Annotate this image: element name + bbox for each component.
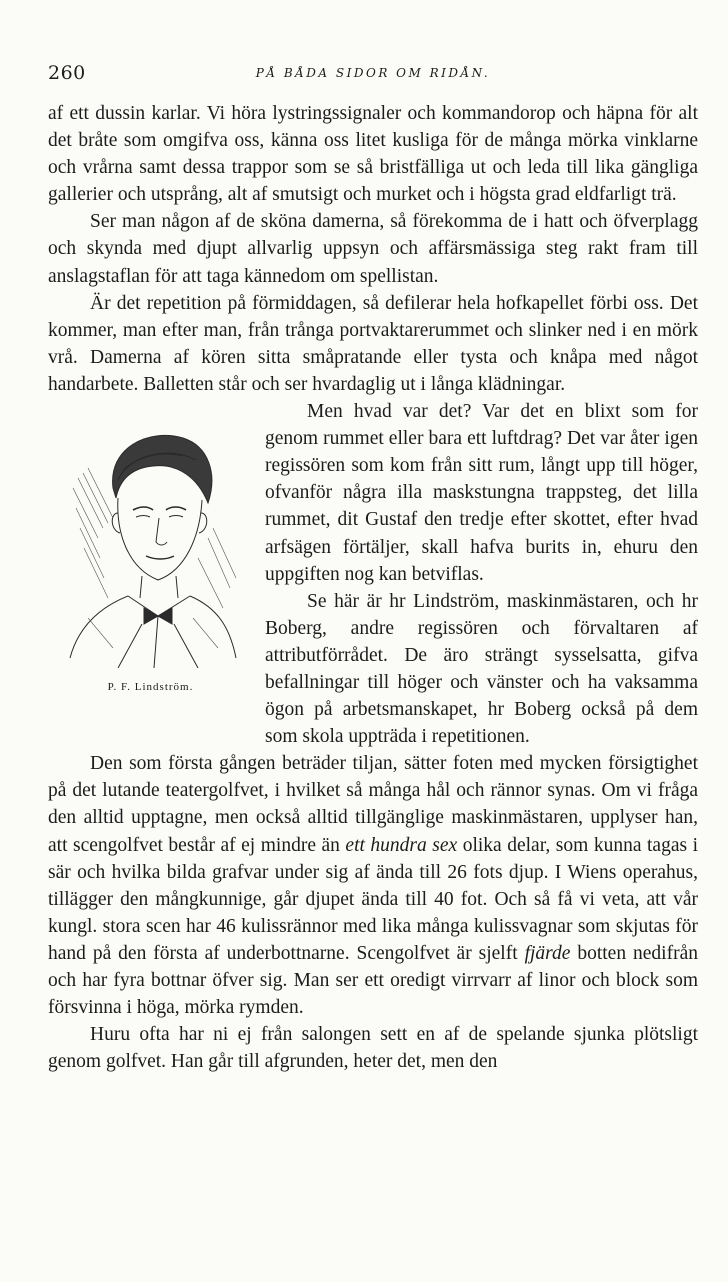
- emphasis-text: ett hundra sex: [345, 834, 458, 856]
- paragraph: af ett dussin karlar. Vi höra lystringssignaler och kommandorop och häpna för alt det bråte som omgifva oss, känna oss litet kusliga för de många mörka vinklarne och vrårna samt dessa trappor som se så bristfälliga ut och leda till lika gängliga gallerier och utsprång, alt af smutsigt och murket och i högsta grad eldfarligt trä.: [48, 103, 698, 206]
- running-head: PÅ BÅDA SIDOR OM RIDÅN.: [255, 66, 491, 80]
- paragraph: Ser man någon af de sköna damerna, så förekomma de i hatt och öfverplagg och skynda med djupt allvarlig uppsyn och affärsmässiga steg rakt fram till anslagstaflan för att taga kännedom om spellistan.: [48, 211, 698, 287]
- text-run: botten nedifrån och har fyra bottnar öfver sig. Man ser ett oredigt virrvarr af linor och block som försvinna i höga, mörka rymden.: [48, 942, 698, 1019]
- paragraph: Är det repetition på förmiddagen, så defilerar hela hofkapellet förbi oss. Det kommer, man efter man, från trånga portvaktarerummet och slinker ned i en mörk vrå. Damerna af kören sitta småpratande eller tysta och knåpa med något handarbete. Balletten står och ser hvardaglig ut i långa klädningar.: [48, 292, 698, 395]
- paragraph: Men hvad var det? Var det en blixt som for genom rummet eller bara ett luftdrag? Det var åter igen regissören som kom från sitt rum, långt upp till höger, ofvanför några illa maskstungna trappsteg, det lilla rummet, dit Gustaf den tredje efter skottet, efter hvad arfsägen förtäljer, skall hafva burits in, ehuru den uppgiften nog kan betviflas.: [265, 401, 698, 585]
- text-run: olika delar, som kunna tagas i sär och hvilka bilda grafvar under sig af ända till 26 fots djup. I Wiens operahus, tillägger den mångkunnige, går djupet ända till 40 fot. Och så få vi veta, att vår kungl. stora scen har 46 kulissrännor med lika många kulissvagnar som skjutas för hand på den första af underbottnarne. Scengolfvet är sjelft: [48, 834, 698, 964]
- portrait-figure: [48, 398, 253, 728]
- page-header: [48, 62, 698, 86]
- paragraph: Se här är hr Lindström, maskinmästaren, och hr Boberg, andre regissören och förvaltaren af attributförrådet. De äro strängt sysselsatta, gifva befallningar till höger och vänster och ha vaksamma ögon på arbetsmanskapet, hr Boberg också på dem som skola uppträda i repetitionen.: [265, 590, 698, 748]
- figure-caption: P. F. Lindström.: [107, 681, 194, 694]
- page-number: 260: [48, 62, 86, 84]
- paragraph: [48, 750, 698, 1021]
- paragraph: Huru ofta har ni ej från salongen sett en af de spelande sjunka plötsligt genom golfvet. Han går till afgrunden, heter det, men den: [48, 1024, 698, 1073]
- text-run: Den som första gången beträder tiljan, sätter foten med mycken försigtighet på det lutande teatergolfvet, i hvilket så många hål och rännor synas. Om vi fråga den alltid upptagne, men också alltid tillgänglige maskinmästaren, upplyser han, att scengolfvet består af ej mindre än: [48, 753, 698, 856]
- emphasis-text: fjärde: [524, 942, 571, 964]
- body-text: [48, 100, 698, 1075]
- portrait-engraving: [58, 418, 243, 668]
